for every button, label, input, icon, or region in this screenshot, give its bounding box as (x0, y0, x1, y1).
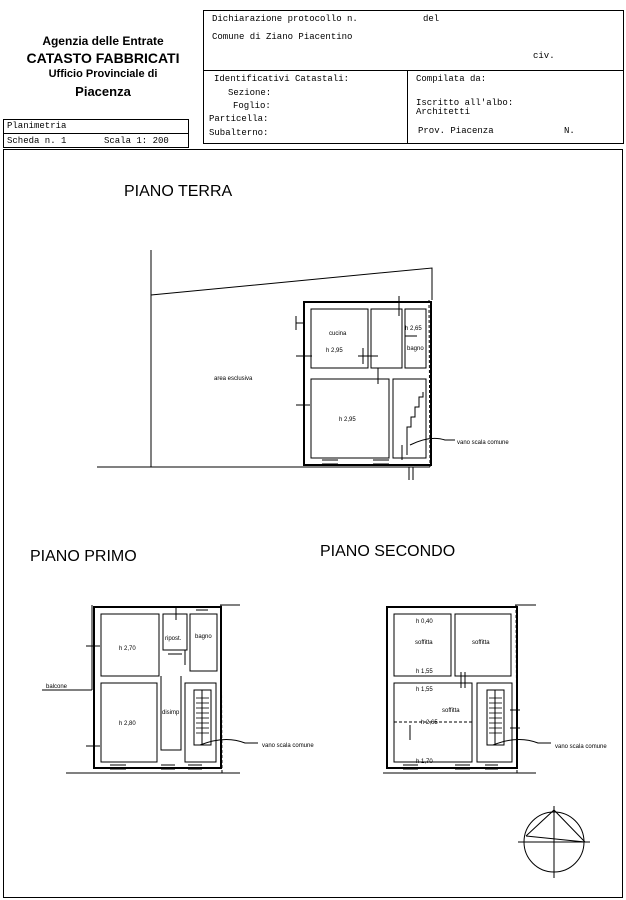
civ-label: civ. (533, 51, 555, 61)
terra-h-room: h 2,95 (339, 417, 356, 423)
primo-balcone: balcone (46, 684, 68, 690)
n-label: N. (564, 126, 575, 136)
sezione-label: Sezione: (228, 88, 272, 98)
subalterno-label: Subalterno: (209, 128, 269, 138)
terra-scala-label: vano scala comune (457, 440, 509, 446)
scala-label: Scala 1: 200 (104, 136, 169, 146)
identificativi-label: Identificativi Catastali: (214, 74, 350, 84)
secondo-h170: h 1,70 (416, 759, 433, 765)
comune-label: Comune di Ziano Piacentino (212, 32, 353, 42)
secondo-h155-a: h 1,55 (416, 669, 433, 675)
piano-primo-plan (42, 605, 258, 773)
agency-name: Agenzia delle Entrate (42, 34, 164, 48)
secondo-h265: h 2,65 (421, 720, 438, 726)
foglio-label: Foglio: (233, 101, 271, 111)
secondo-soffitta-3: soffitta (442, 708, 460, 714)
secondo-soffitta-1: soffitta (415, 640, 433, 646)
secondo-h155-b: h 1,55 (416, 687, 433, 693)
ufficio-label: Ufficio Provinciale di (48, 68, 158, 80)
piano-terra-plan (97, 250, 455, 480)
albo-value: Architetti (416, 107, 471, 117)
primo-disimp: disimp (162, 710, 180, 716)
primo-h1: h 2,70 (119, 646, 136, 652)
north-arrow-icon (518, 806, 590, 878)
prov-label: Prov. Piacenza (418, 126, 494, 136)
iscritto-label: Iscritto all'albo: (416, 98, 514, 108)
terra-area-label: area esclusiva (214, 376, 253, 382)
terra-h-bagno: h 2,65 (405, 326, 422, 332)
piano-primo-title: PIANO PRIMO (30, 548, 137, 565)
planimetria-title: Planimetria (7, 121, 67, 131)
protocollo-label: Dichiarazione protocollo n. (212, 14, 358, 24)
secondo-soffitta-2: soffitta (472, 640, 490, 646)
ufficio-city: Piacenza (75, 84, 131, 99)
piano-terra-title: PIANO TERRA (124, 183, 233, 200)
catasto-title: CATASTO FABBRICATI (26, 50, 180, 66)
terra-cucina-label: cucina (329, 331, 347, 337)
secondo-scala-label: vano scala comune (555, 744, 607, 750)
piano-secondo-title: PIANO SECONDO (320, 543, 456, 560)
primo-ripost: ripost. (165, 636, 182, 642)
terra-h-cucina: h 2,95 (326, 348, 343, 354)
del-label: del (423, 14, 440, 24)
primo-bagno: bagno (195, 634, 212, 640)
secondo-h040: h 0,40 (416, 619, 433, 625)
particella-label: Particella: (209, 114, 269, 124)
primo-h2: h 2,80 (119, 721, 136, 727)
scheda-label: Scheda n. 1 (7, 136, 67, 146)
terra-bagno-label: bagno (407, 346, 424, 352)
piano-secondo-plan (383, 605, 551, 773)
primo-scala-label: vano scala comune (262, 743, 314, 749)
compilata-label: Compilata da: (416, 74, 487, 84)
